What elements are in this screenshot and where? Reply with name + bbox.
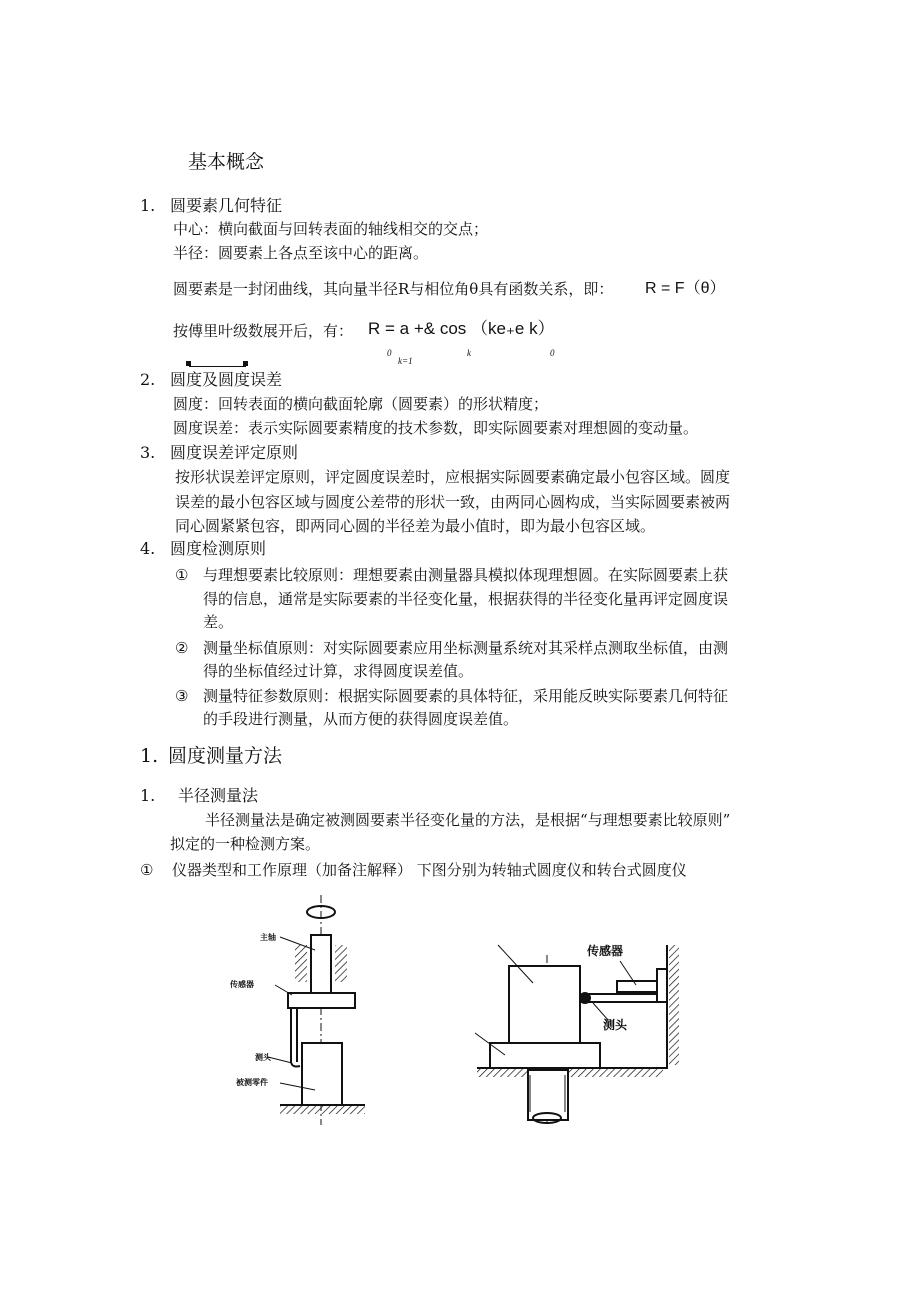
text-line: 得的信息，通常是实际要素的半径变化量，根据获得的半径变化量再评定圆度误 [203,590,729,608]
section-number: 1. [140,786,156,805]
page-title: 基本概念 [188,151,265,173]
section-number: 4. [140,539,156,558]
text-line: 圆度：回转表面的横向截面轮廓（圆要素）的形状精度； [173,395,549,413]
formula-subscript: 0 [550,348,555,358]
text-line: 仪器类型和工作原理（加备注解释） 下图分别为转轴式圆度仪和转台式圆度仪 [172,861,687,879]
section-number: 3. [140,443,156,462]
section-number: 1. [140,196,156,215]
text-line: 圆要素是一封闭曲线，其向量半径R与相位角θ具有函数关系，即： [173,280,614,298]
text-line: 拟定的一种检测方案。 [170,835,321,853]
formula-subscript: k [467,348,471,358]
section-heading: 圆度及圆度误差 [170,370,283,389]
list-mark: ① [140,861,154,879]
formula-subscript: 0 [387,348,392,358]
label-workpiece: 被测零件 [236,1078,268,1087]
section-number: 2. [140,370,156,389]
formula-fourier: R = a +& cos （ke₊e k） [368,319,555,338]
section-heading: 半径测量法 [178,786,259,805]
rotary-table-diagram [475,945,679,1125]
label-probe: 测头 [603,1018,628,1032]
text-line: 的手段进行测量，从而方便的获得圆度误差值。 [203,710,519,728]
text-line: 差。 [203,613,234,631]
formula-r-equals-f: R = F（θ） [645,280,726,297]
section-heading: 圆要素几何特征 [170,196,283,215]
section-heading: 圆度检测原则 [170,539,267,558]
text-line: 得的坐标值经过计算，求得圆度误差值。 [203,662,474,680]
text-line: 按形状误差评定原则，评定圆度误差时，应根据实际圆要素确定最小包容区域。圆度 [175,468,731,486]
text-line: 中心：横向截面与回转表面的轴线相交的交点； [173,220,489,238]
section-heading: 圆度测量方法 [168,745,283,767]
label-sensor: 传感器 [587,944,624,958]
section-heading: 圆度误差评定原则 [170,443,299,462]
text-line: 误差的最小包容区域与圆度公差带的形状一致，由两同心圆构成，当实际圆要素被两 [175,493,731,511]
text-line: 与理想要素比较原则：理想要素由测量器具模拟体现理想圆。在实际圆要素上获 [203,566,729,584]
label-probe: 测头 [255,1053,271,1062]
section-number: 1. [140,745,159,767]
text-line: 半径：圆要素上各点至该中心的距离。 [173,244,429,262]
list-mark: ① [175,566,189,584]
text-line: 半径测量法是确定被测圆要素半径变化量的方法，是根据“与理想要素比较原则” [205,811,731,829]
list-mark: ② [175,639,189,657]
formula-subscript: k=1 [398,356,413,366]
rotating-spindle-diagram [268,895,365,1125]
text-line: 测量特征参数原则：根据实际圆要素的具体特征，采用能反映实际要素几何特征 [203,687,729,705]
label-spindle: 主轴 [260,933,276,942]
text-line: 测量坐标值原则：对实际圆要素应用坐标测量系统对其采样点测取坐标值，由测 [203,639,729,657]
label-sensor: 传感器 [230,980,254,989]
text-line: 圆度误差：表示实际圆要素精度的技术参数，即实际圆要素对理想圆的变动量。 [173,419,699,437]
text-line: 同心圆紧紧包容，即两同心圆的半径差为最小值时，即为最小包容区域。 [175,517,656,535]
list-mark: ③ [175,687,189,705]
text-line: 按傅里叶级数展开后，有： [173,322,354,340]
